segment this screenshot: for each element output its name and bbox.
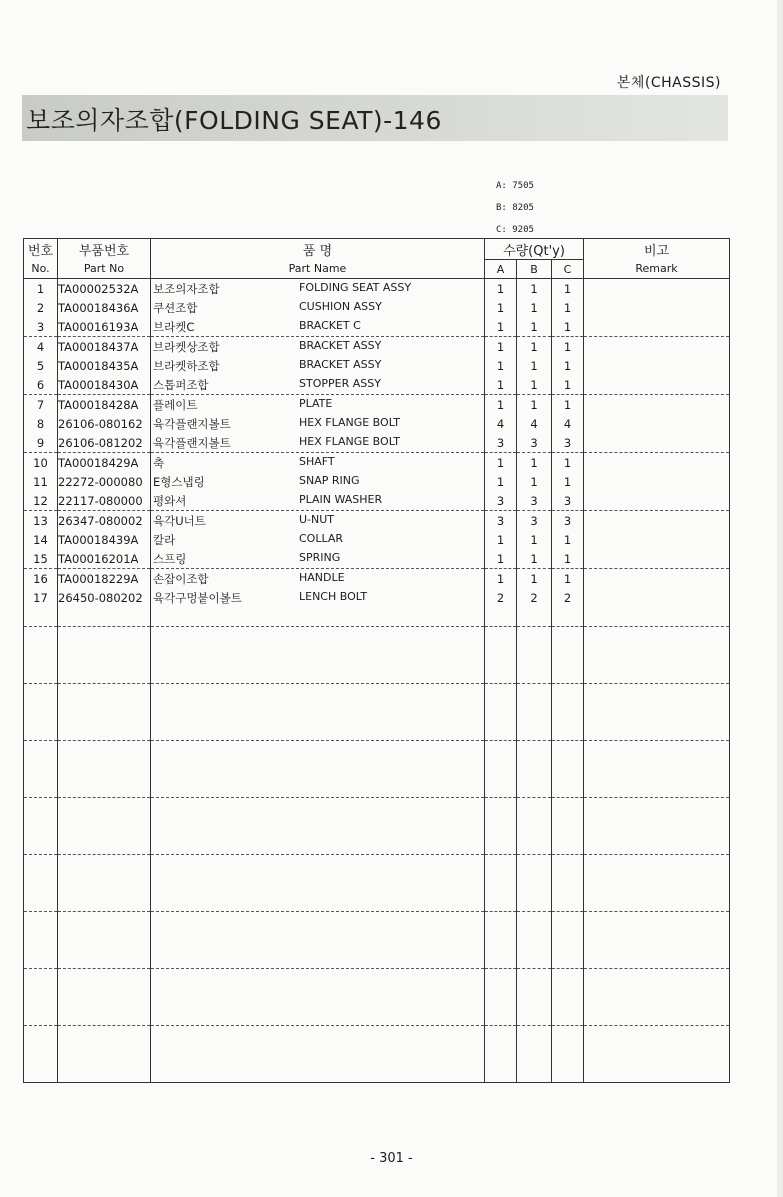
table-row: 2 TA00018436A 쿠션조합 CUSHION ASSY 1 1 1 xyxy=(24,298,730,317)
header-remark-kr: 비고 xyxy=(584,239,730,260)
table-row: 1 TA00002532A 보조의자조합 FOLDING SEAT ASSY 1 1 1 xyxy=(24,279,730,299)
table-row: 5 TA00018435A 브라켓하조합 BRACKET ASSY 1 1 1 xyxy=(24,356,730,375)
table-row: 14 TA00018439A 칼라 COLLAR 1 1 1 xyxy=(24,530,730,549)
header-no-en: No. xyxy=(24,260,58,279)
header-part-kr: 부품번호 xyxy=(58,239,151,260)
header-qty-b: B xyxy=(517,260,552,279)
table-row: 10 TA00018429A 축 SHAFT 1 1 1 xyxy=(24,453,730,473)
table-row-empty xyxy=(24,607,730,627)
header-name-en: Part Name xyxy=(151,260,485,279)
category-label: 본체(CHASSIS) xyxy=(616,75,721,91)
parts-table xyxy=(23,238,730,1083)
table-row: 11 22272-000080 E형스냅링 SNAP RING 1 1 1 xyxy=(24,472,730,491)
page-number: - 301 - xyxy=(370,1151,413,1166)
table-row-empty xyxy=(24,627,730,684)
table-row-empty xyxy=(24,684,730,741)
model-c-label: C: 9205 xyxy=(496,225,534,235)
page-edge xyxy=(777,0,783,1197)
table-row: 16 TA00018229A 손잡이조합 HANDLE 1 1 1 xyxy=(24,569,730,589)
table-row-empty xyxy=(24,912,730,969)
model-a-label: A: 7505 xyxy=(496,181,534,191)
table-row-empty xyxy=(24,1026,730,1083)
header-qty-c: C xyxy=(552,260,584,279)
table-row: 8 26106-080162 육각플랜지볼트 HEX FLANGE BOLT 4 4 4 xyxy=(24,414,730,433)
page-title: 보조의자조합(FOLDING SEAT)-146 xyxy=(26,106,442,135)
table-row: 4 TA00018437A 브라켓상조합 BRACKET ASSY 1 1 1 xyxy=(24,337,730,357)
model-b-label: B: 8205 xyxy=(496,203,534,213)
table-row: 17 26450-080202 육각구멍붙이볼트 LENCH BOLT 2 2 2 xyxy=(24,588,730,607)
table-row: 9 26106-081202 육각플랜지볼트 HEX FLANGE BOLT 3 3 3 xyxy=(24,433,730,453)
header-part-en: Part No xyxy=(58,260,151,279)
table-row: 3 TA00016193A 브라켓C BRACKET C 1 1 1 xyxy=(24,317,730,337)
table-row: 7 TA00018428A 플레이트 PLATE 1 1 1 xyxy=(24,395,730,415)
header-no-kr: 번호 xyxy=(24,239,58,260)
table-row: 6 TA00018430A 스톱퍼조합 STOPPER ASSY 1 1 1 xyxy=(24,375,730,395)
table-row-empty xyxy=(24,969,730,1026)
table-row: 15 TA00016201A 스프링 SPRING 1 1 1 xyxy=(24,549,730,569)
table-row-empty xyxy=(24,855,730,912)
table-row: 13 26347-080002 육각U너트 U-NUT 3 3 3 xyxy=(24,511,730,531)
header-name-kr: 품 명 xyxy=(151,239,485,260)
header-qty-kr: 수량(Qt'y) xyxy=(485,239,584,260)
parts-table-body xyxy=(24,279,730,1083)
table-row-empty xyxy=(24,798,730,855)
header-remark-en: Remark xyxy=(584,260,730,279)
table-row: 12 22117-080000 평와셔 PLAIN WASHER 3 3 3 xyxy=(24,491,730,511)
header-qty-a: A xyxy=(485,260,517,279)
table-row-empty xyxy=(24,741,730,798)
